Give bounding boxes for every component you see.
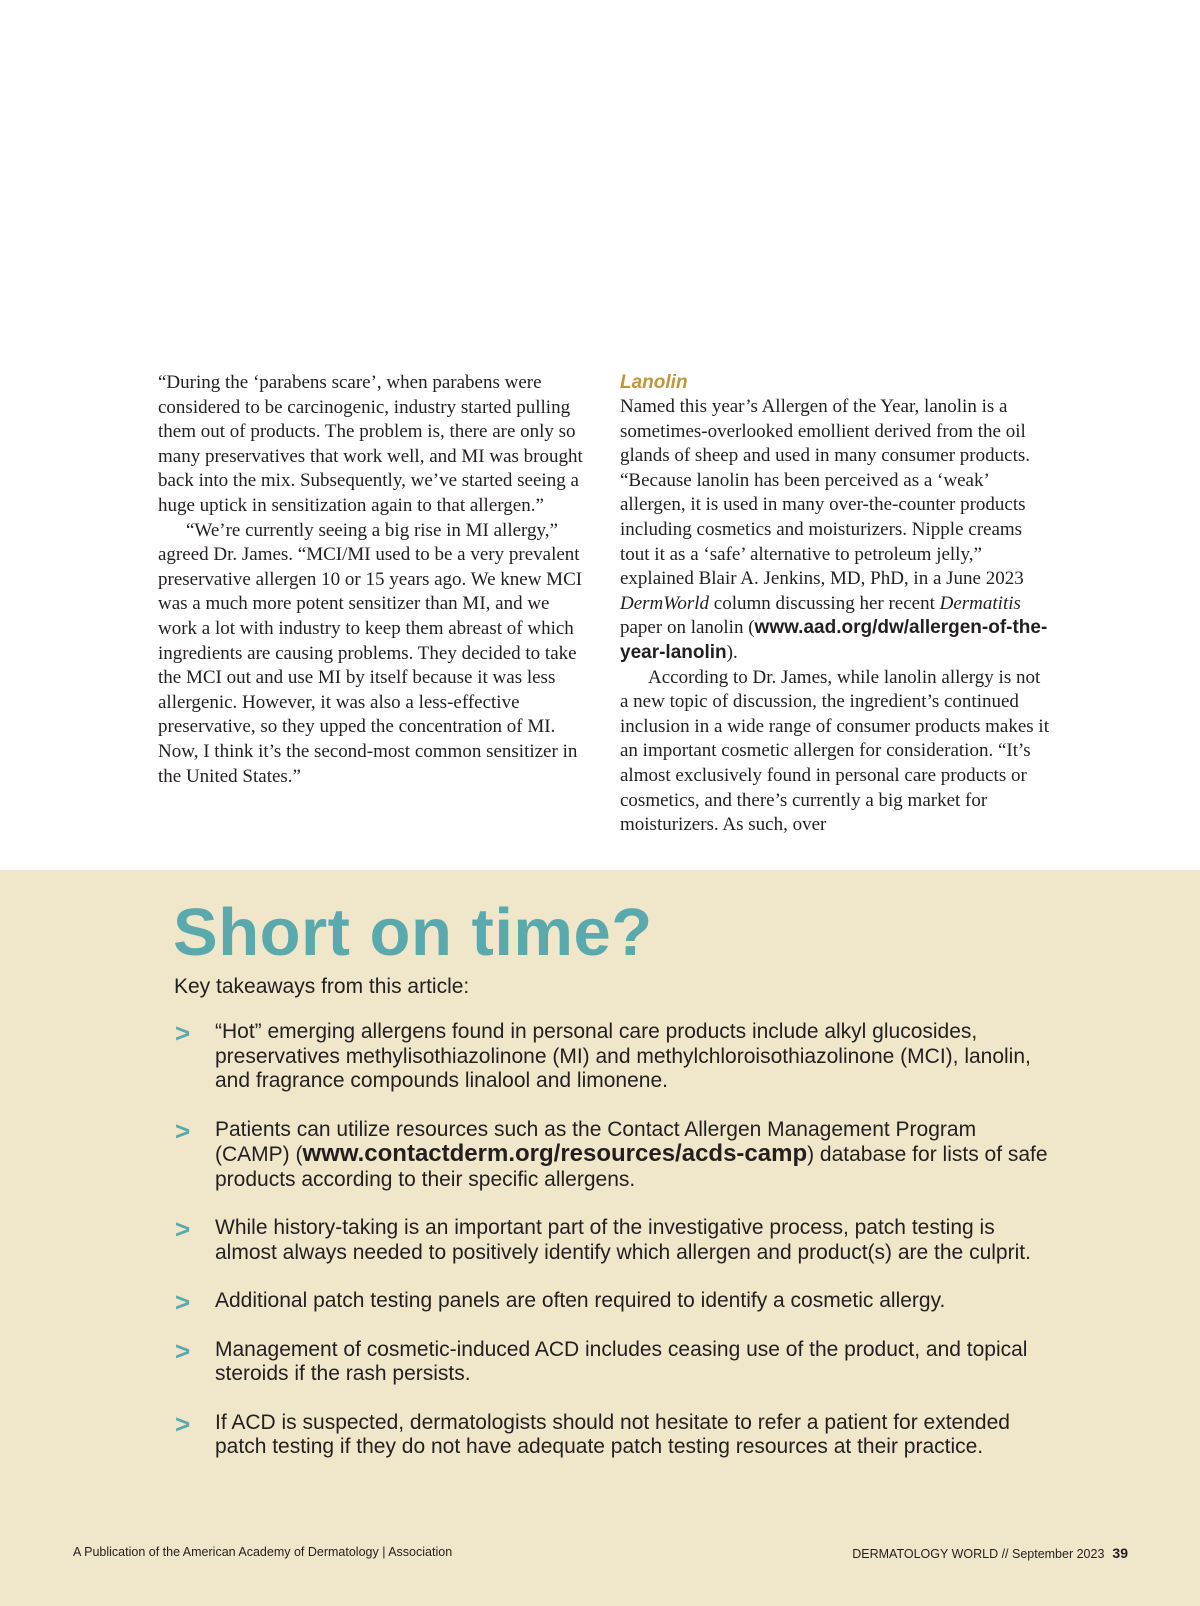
section-heading-lanolin: Lanolin [620, 372, 688, 393]
takeaway-text: While history-taking is an important part of the investigative process, patch testing is almost always needed to positively identify which allergen and product(s) are the culprit. [215, 1216, 1031, 1264]
right-paragraph-1-text-c: paper on lanolin ( [620, 617, 755, 639]
footer-issue-label: DERMATOLOGY WORLD // September 2023 [852, 1547, 1105, 1561]
sidebar-title: Short on time? [173, 895, 653, 970]
footer-issue [852, 1545, 1128, 1561]
publication-name: DermWorld [620, 592, 710, 614]
chevron-right-icon: > [175, 1408, 191, 1439]
takeaway-text: “Hot” emerging allergens found in personal care products include alkyl glucosides, preservatives methylisothiazolinone (MI) and methylchloroisothiazolinone (MCI), lanolin, and fragrance compounds linalool and limonene. [215, 1020, 1031, 1092]
chevron-right-icon: > [175, 1115, 191, 1146]
takeaway-item [175, 1115, 1055, 1193]
right-column [620, 371, 1050, 838]
chevron-right-icon: > [175, 1335, 191, 1366]
takeaway-text-b: ) database for lists of safe products according to their specific allergens. [215, 1143, 1048, 1191]
right-paragraph-1-text-d: ). [726, 641, 738, 663]
takeaway-item [175, 1020, 1055, 1094]
chevron-right-icon: > [175, 1018, 191, 1048]
page-number: 39 [1112, 1545, 1128, 1561]
sidebar-subtitle: Key takeaways from this article: [174, 975, 470, 998]
camp-database-link[interactable]: www.contactderm.org/resources/acds-camp [302, 1140, 808, 1167]
takeaway-text: Additional patch testing panels are often required to identify a cosmetic allergy. [215, 1289, 946, 1312]
takeaway-text: Management of cosmetic-induced ACD includes ceasing use of the product, and topical steroids if the rash persists. [215, 1337, 1028, 1385]
takeaways-list [175, 1020, 1055, 1484]
right-paragraph-2: According to Dr. James, while lanolin allergy is not a new topic of discussion, the ingredient’s continued inclusion in a wide range of consumer products makes it an important cosmetic allergen for consideration. “It’s almost exclusively found in personal care products or cosmetics, and there’s currently a big market for moisturizers. As such, over [620, 666, 1049, 836]
left-paragraph-1: “During the ‘parabens scare’, when parabens were considered to be carcinogenic, industry started pulling them out of products. The problem is, there are only so many preservatives that work well, and MI was brought back into the mix. Subsequently, we’ve started seeing a huge uptick in sensitization again to that allergen.” [158, 372, 583, 516]
takeaway-item [175, 1216, 1055, 1265]
chevron-right-icon: > [175, 1287, 191, 1317]
left-column [158, 371, 583, 789]
right-paragraph-1-text-a: Named this year’s Allergen of the Year, lanolin is a sometimes-overlooked emollient derived from the oil glands of sheep and used in many consumer products. “Because lanolin has been perceived as a ‘weak’ allergen, it is used in many over-the-counter products including cosmetics and moisturizers. Nipple creams tout it as a ‘safe’ alternative to petroleum jelly,” explained Blair A. Jenkins, MD, PhD, in a June 2023 [620, 396, 1030, 590]
right-paragraph-1 [620, 395, 1050, 666]
takeaway-text-a: Patients can utilize resources such as the Contact Allergen Management Program (CAMP) ( [215, 1117, 977, 1166]
chevron-right-icon: > [175, 1214, 191, 1244]
takeaway-item [175, 1335, 1055, 1387]
takeaway-text: If ACD is suspected, dermatologists should not hesitate to refer a patient for extended patch testing if they do not have adequate patch testing resources at their practice. [215, 1410, 1010, 1458]
takeaway-item [175, 1287, 1055, 1317]
takeaways-sidebar [0, 870, 1200, 1606]
lanolin-article-link[interactable]: www.aad.org/dw/allergen-of-the-year-lanolin [620, 617, 1048, 663]
footer-publisher: A Publication of the American Academy of Dermatology | Association [73, 1545, 453, 1559]
left-paragraph-2: “We’re currently seeing a big rise in MI allergy,” agreed Dr. James. “MCI/MI used to be a very prevalent preservative allergen 10 or 15 years ago. We knew MCI was a much more potent sensitizer than MI, and we work a lot with industry to keep them abreast of which ingredients are causing problems. They decided to take the MCI out and use MI by itself because it was less allergenic. However, it was also a less-effective preservative, so they upped the concentration of MI. Now, I think it’s the second-most common sensitizer in the United States.” [158, 519, 583, 787]
takeaway-item [175, 1408, 1055, 1460]
right-paragraph-1-text-b: column discussing her recent [709, 592, 940, 614]
journal-name: Dermatitis [939, 592, 1021, 614]
